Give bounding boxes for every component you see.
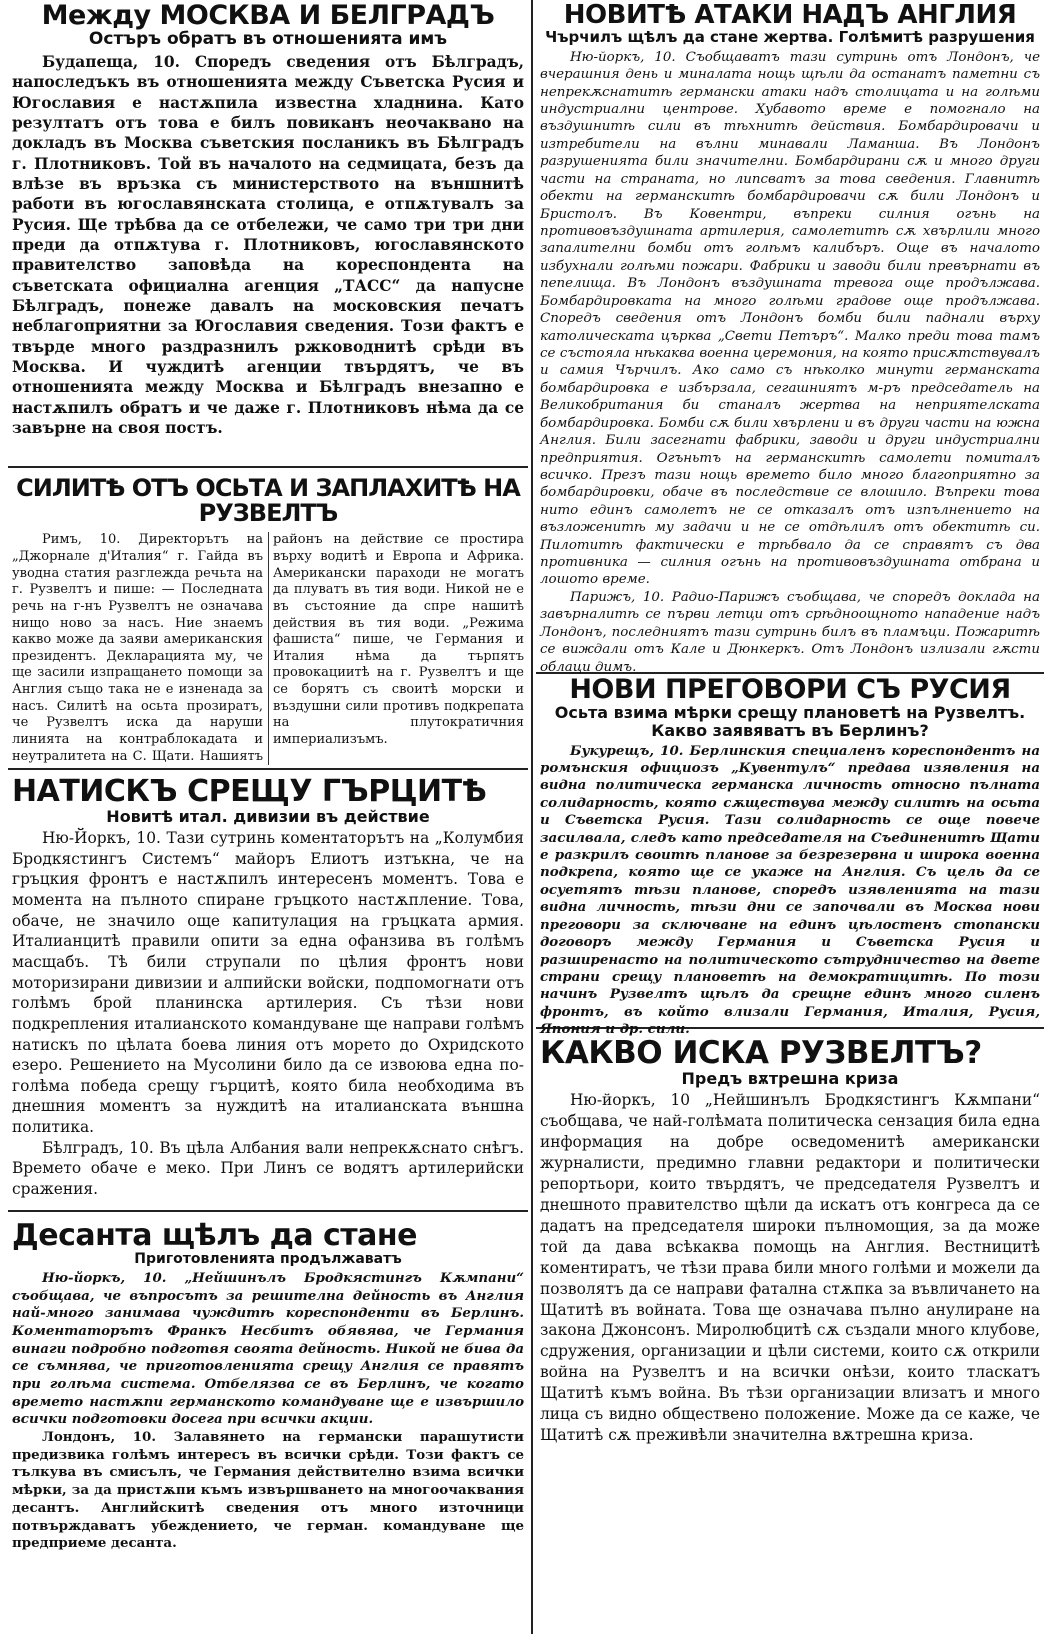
article-attacks-england — [536, 0, 1044, 674]
article-roosevelt-wants — [536, 1029, 1044, 1599]
article-title: СИЛИТѢ ОТЪ ОСЬТА И ЗАПЛАХИТѢ НА РУЗВЕЛТЪ — [16, 474, 520, 528]
article-axis-roosevelt — [8, 468, 528, 770]
article-paragraph: Ню-йоркъ, 10 „Нейшинълъ Бродкястингъ Кѫмпани“ съобщава, че най-голѣмата политическа сензация била една информация на добре осведоменитѣ американски журналисти, предимно главни редактори и политически репортьори, които твърдятъ, че председателя Рузвелтъ и днешното правителство щѣли да искатъ отъ конгреса да се дадатъ на председателя широки пълномощия, за да може той да дава всѣкаква помощь на Англия. Вестницитѣ коментиратъ, че тѣзи права били много голѣми и можели да позволятъ да се направи фатална стѫпка за въвличането на Щатитѣ въ войната. Това ще означава пълно анулиране на закона Джонсонъ. Миролюбцитѣ сѫ създали много клубове, сдружения, организации и цѣли системи, които сѫ открили война на Рузвелтъ и на всички онѣзи, които тласкатъ Щатитѣ къмъ война. Въ тѣзи организации влизатъ и много лица съ видно обществено положение. Може да се каже, че Щатитѣ сѫ преживѣли значителна вѫтрешна криза. — [540, 1091, 1040, 1445]
article-subtitle: Осьта взима мѣрки срещу плановетѣ на Рузвелтъ. Какво заявяватъ въ Берлинъ? — [554, 703, 1026, 740]
article-title: Десанта щѣлъ да стане — [12, 1218, 418, 1253]
article-paragraph: Парижъ, 10. Радио-Парижъ съобщава, че споредъ доклада на завърналитѣ се първи летци отъ срѣдноощното нападение надъ Лондонъ, последниятъ тази сутринь билъ въ пламъци. Пожаритѣ се виждали отъ Кале и Дюнкеркъ. Отъ Лондонъ излизали гѫсти облаци димъ. — [540, 589, 1040, 675]
right-column — [536, 0, 1044, 1599]
article-subtitle: Чърчилъ щѣлъ да стане жертва. Голѣмитѣ разрушения — [545, 28, 1035, 47]
article-title: НАТИСКЪ СРЕЩУ ГЪРЦИТѢ — [12, 774, 487, 809]
article-subtitle: Остъръ обратъ въ отношенията имъ — [88, 29, 448, 50]
article-paragraph: Ню-йоркъ, 10. Съобщаватъ тази сутринь отъ Лондонъ, че вчерашния день и миналата нощь щѣли да останатъ паметни съ непрекѫснатитѣ германски атаки надъ столицата и на голѣми индустриални центрове. Хубавото време е помогнало на въздушнитѣ сили въ тѣхнитѣ действия. Бомбардировачи и изтребители на вълни минавали Ламанша. Въ Лондонъ разрушенията били значителни. Бомбардирани сѫ и много други части на страната, но липсватъ за това сведения. Главнитѣ обекти на германскитѣ бомбардировачи сѫ били Лондонъ и Бристолъ. Въ Ковентри, въпреки силния огънь на противовъздушната артилерия, самолетитѣ сѫ хвърлили много запалителни бомби отъ голѣмъ калибъръ. Още въ началото избухнали голѣми пожари. Фабрики и заводи били превърнати въ пепелища. Въ Лондонъ въздушната тревога още продължава. Бомбардировката на много голѣми градове още продължава. Споредъ сведения отъ Лондонъ бомби били паднали върху католическата църква „Свети Петъръ“. Малко преди това тамъ се състояла нѣкаква военна церемония, на която присѫтствувалъ и самия Чърчилъ. Ако само съ нѣколко минути германската бомбардировка е избързала, сегашниятъ м-ръ председатель на Великобритания би станалъ жертва на неприятелската бомбардировка. Бомби сѫ били хвърлени и въ други части на южна Англия. Били засегнати фабрики, заводи и други индустриални предприятия. Огъньтъ на германскитѣ самолети помиталъ всичко. Презъ тази нощь времето било много благоприятно за бомбардировки, обаче въ последствие се влошило. Въпреки това нито единъ самолетъ не се отказалъ отъ изпълнението на възложенитѣ му задачи и не се отдѣлилъ отъ обектитѣ си. Пилотитѣ фактически е трѣбвало да се справятъ съ два противника — силния огънь на противовъздушната отбрана и лошото време. — [540, 49, 1040, 588]
article-title: НОВИ ПРЕГОВОРИ СЪ РУСИЯ — [569, 674, 1011, 705]
article-greeks — [8, 770, 528, 1212]
article-subtitle: Приготовленията продължаватъ — [134, 1250, 402, 1267]
bold-section — [12, 1429, 524, 1553]
left-column — [8, 0, 528, 1624]
article-moscow-belgrade — [8, 0, 528, 468]
column-divider — [531, 0, 533, 1634]
article-subtitle: Предъ вѫтрешна криза — [681, 1068, 899, 1088]
article-title: КАКВО ИСКА РУЗВЕЛТЪ? — [540, 1035, 982, 1071]
article-paragraph: Бѣлградъ, 10. Въ цѣла Албания вали непрекѫснато снѣгъ. Времето обаче е меко. При Линъ се водятъ артилерийски сражения. — [12, 1138, 524, 1198]
article-title: Между МОСКВА И БЕЛГРАДЪ — [41, 0, 495, 31]
article-paragraph: Римъ, 10. Директорътъ на „Джорнале д'Италия“ г. Гайда въ уводна статия разглежда речьта на г. Рузвелтъ и пише: — Последната речь на г-нъ Рузвелтъ не означава нищо ново за насъ. Ние знаемъ какво може да заяви американския президентъ. Декларацията му, че ще засили изпращането помощи за Англия също така не е изненада за насъ. Силитѣ на осьта прозиратъ, че Рузвелтъ иска да наруши линията на контраблокадата и неутралитета на С. Щати. Нашиятъ районъ на действие се простира върху водитѣ и Европа и Африка. Американски параходи не могатъ да плуватъ въ тия води. Никой не е въ състояние да спре нашитѣ действия въ тия води. „Режима фашиста“ пише, че Германия и Италия нѣма да търпятъ провокациитѣ на г. Рузвелтъ и ще се борятъ съ своитѣ морски и въздушни сили противъ подкрепата на плутократичния империализъмъ. — [12, 532, 524, 764]
article-paragraph: Будапеща, 10. Споредъ сведения отъ Бѣлградъ, напоследъкъ въ отношенията между Съветска Русия и Югославия е настѫпила известна хладнина. Като резултатъ отъ това е билъ повиканъ неочаквано на докладъ въ Москва съветския посланикъ въ Бѣлградъ г. Плотниковъ. Той въ началото на седмицата, безъ да влѣзе въ връзка съ министерството на външнитѣ работи въ югославянската столица, е отпѫтувалъ за Русия. Ще трѣбва да се отбележи, че само три три дни преди да отпѫтува г. Плотниковъ, югославянското правителство заповѣда на кореспондента на съветската официална агенция „ТАСС“ да напусне Бѣлградъ, понеже давалъ на московския печатъ неблагоприятни за Югославия сведения. Този фактъ е твърде много раздразнилъ ржководнитѣ срѣди въ Москва. И чуждитѣ агенции твърдятъ, че въ отношенията между Москва и Бѣлградъ внезапно е настѫпилъ обратъ и че даже г. Плотниковъ нѣма да се завърне на своя постъ. — [12, 53, 524, 437]
italic-section — [12, 1270, 524, 1429]
article-paragraph: Букурещъ, 10. Берлинския специаленъ кореспондентъ на ромънския официозъ „Кувентулъ“ предава изявления на видна политическа германска личность относно пълната солидарность, която сѫществува между силитѣ на осьта и Съветска Русия. Тази солидарность се още повече засилвала, следъ като председателя на Съединенитѣ Щати е разкрилъ своитѣ планове за безрезервна и широка военна подкрепа, която ще се укаже на Англия. Съ цель да се осуетятъ тѣзи планове, споредъ изявленията на тази видна личность, тѣзи дни се започвали въ Москва нови преговори за сключване на единъ цѣлостенъ стопански договоръ между Германия и Съветска Русия и разширенасто на политическото сътрудничество на двете страни срещу плановетѣ на демократицитѣ. По този начинъ Рузвелтъ щѣлъ да срещне единъ много силенъ фронтъ, въ който влизали Германия, Италия, Русия, Япония и др. сили. — [540, 742, 1040, 1038]
article-paragraph: Ню-Йоркъ, 10. Тази сутринь коментаторътъ на „Колумбия Бродкястингъ Системъ“ майоръ Елиотъ изтъкна, че на гръцкия фронтъ е настѫпилъ интересенъ моментъ. Това е момента на пълното спиране гръцкото настѫпление. Това, обаче, не значило още капитулация на гръцката армия. Италианцитѣ правили опити за една офанзива въ голѣмъ масщабъ. Тѣ били струпали по цѣлия фронтъ нови моторизирани дивизии и алпийски войски, подпомогнати отъ голѣмъ брой планинска артилерия. Съ тѣзи нови подкрепления италианското командуване ще направи голѣмъ натискъ по цѣлата боева линия отъ морето до Охридското езеро. Решението на Мусолини било да се извоюва една по-голѣма победа срещу гърцитѣ, която била необходима въ днешния моментъ за нуждитѣ на италианската външна политика. — [12, 829, 524, 1137]
article-paragraph: Лондонъ, 10. Залавянето на германски парашутисти предизвика голѣмъ интересъ въ всички срѣди. Този фактъ се тълкува въ смисълъ, че Германия действително взима всички мѣрки, за да пристѫпи къмъ извършването на многоочаквания десантъ. Английскитѣ сведения отъ много източници потвърждаватъ убеждението, че герман. командуване ще предприеме десанта. — [12, 1429, 524, 1552]
article-paragraph: Ню-йоркъ, 10. „Нейшинълъ Бродкястингъ Кѫмпани“ съобщава, че въпросътъ за решителна дейность въ Англия най-много занимава чуждитѣ кореспонденти въ Берлинъ. Коментаторътъ Франкъ Несбитъ обявява, че Германия винаги подробно подготвя своята дейность. Никой не бива да се съмнява, че приготовленията срещу Англия се правятъ при голѣма система. Отбелязва се въ Берлинъ, че когато времето настѫпи германското командуване ще е извършило всички подготовки досега при всички акции. — [12, 1269, 524, 1428]
article-title: НОВИТѢ АТАКИ НАДЪ АНГЛИЯ — [563, 0, 1017, 30]
article-subtitle: Новитѣ итал. дивизии въ действие — [106, 806, 430, 826]
article-russia-talks — [536, 674, 1044, 1038]
article-landing — [8, 1212, 528, 1624]
article-body-two-columns — [12, 532, 524, 765]
